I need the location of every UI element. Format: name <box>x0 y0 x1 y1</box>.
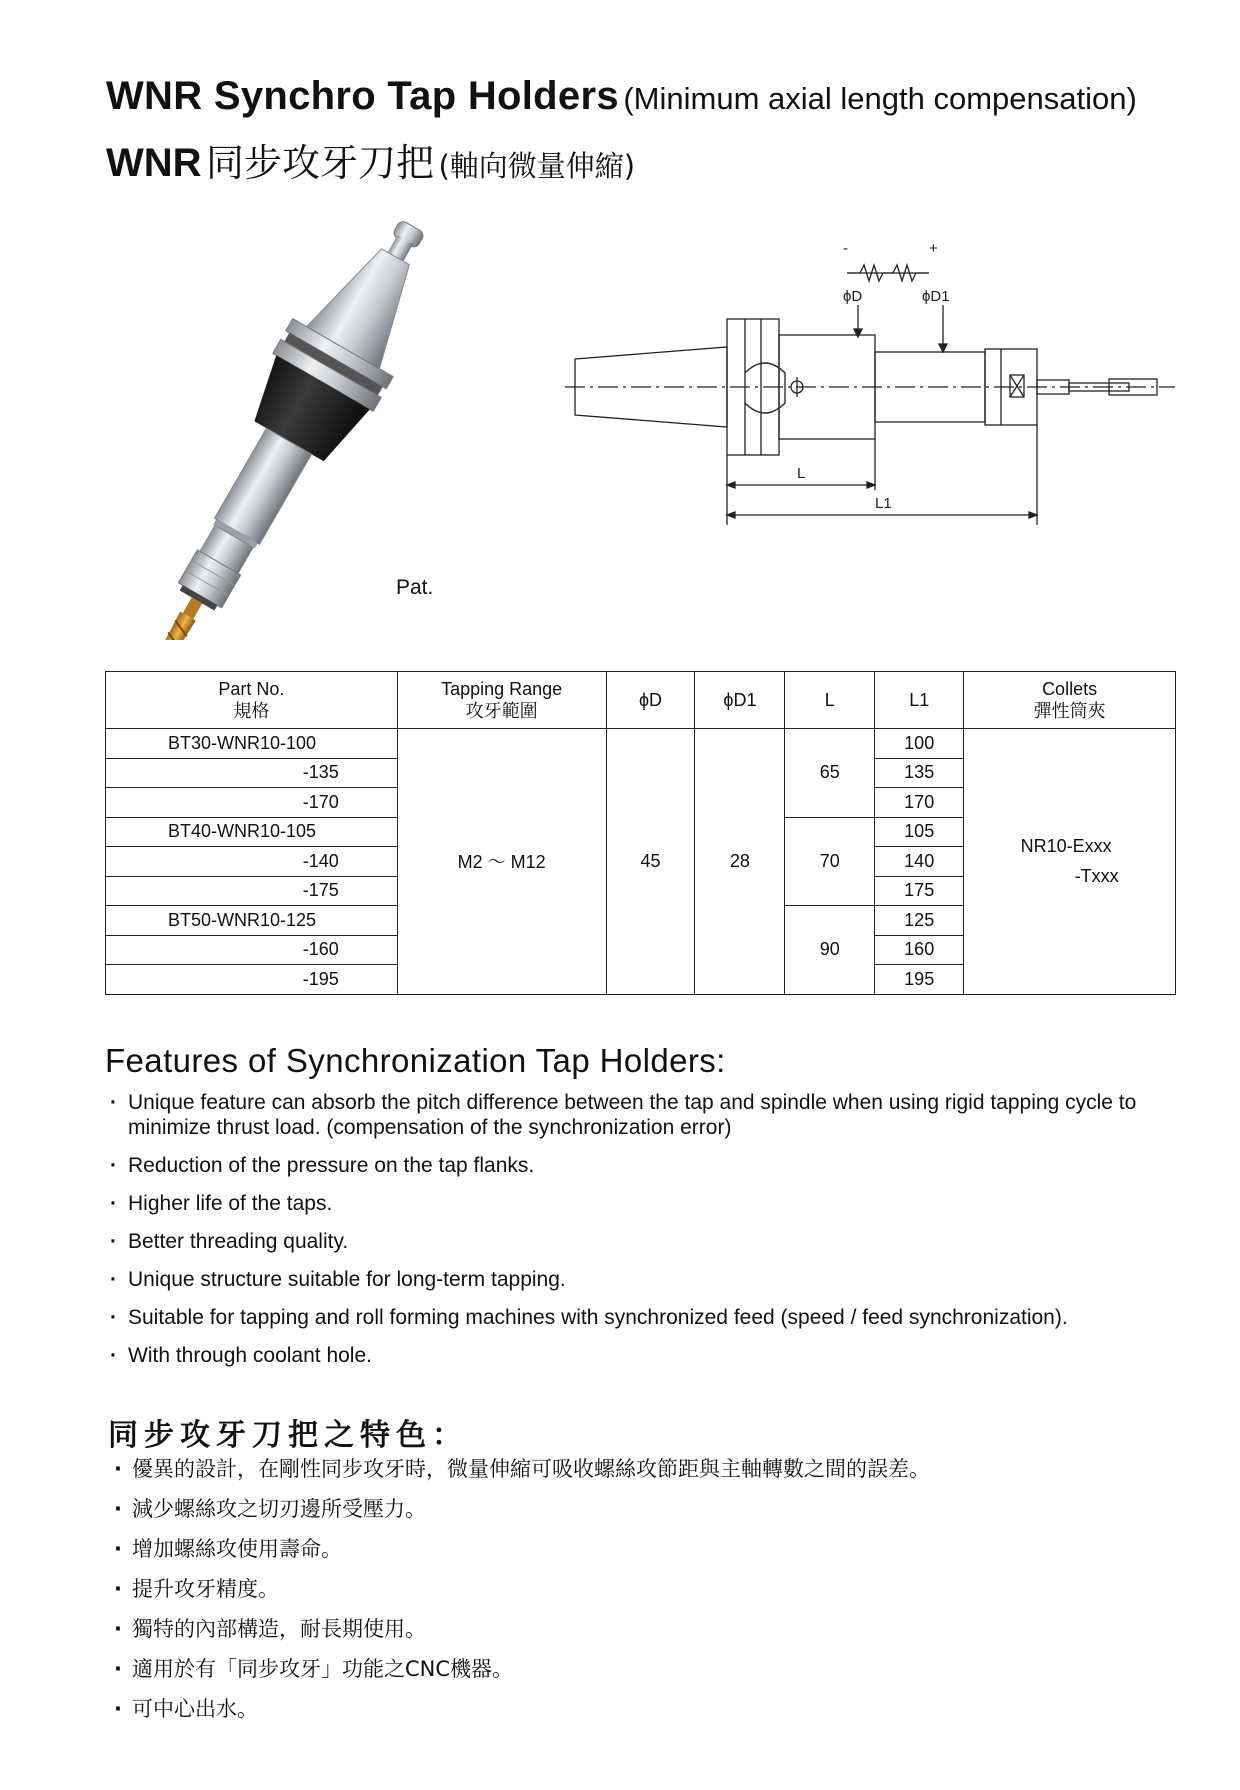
header-tapping-range: Tapping Range 攻牙範圍 <box>397 672 606 729</box>
d1-cell: 28 <box>695 729 785 995</box>
collets-cell <box>964 729 1176 995</box>
tapping-range-cell: M2 ～ M12 <box>397 729 606 995</box>
feature-item: · Better threading quality. <box>108 1229 1188 1254</box>
part-no-cell: BT40-WNR10-105 <box>106 817 398 847</box>
l1-cell: 100 <box>875 729 964 759</box>
cn-feature-item: · 增加螺絲攻使用壽命。 <box>112 1535 930 1575</box>
drawing-dim-l: L <box>797 465 806 482</box>
l1-cell: 105 <box>875 817 964 847</box>
dim-l1-arrow-right <box>1029 512 1037 518</box>
l1-cell: 160 <box>875 935 964 965</box>
dim-l-arrow-right <box>867 482 875 488</box>
cn-feature-item: · 獨特的內部構造，耐長期使用。 <box>112 1615 930 1655</box>
header-l1: L1 <box>875 672 964 729</box>
features-heading: Features of Synchronization Tap Holders: <box>105 1042 726 1079</box>
l1-cell: 175 <box>875 876 964 906</box>
cn-features-heading: 同步攻牙刀把之特色： <box>108 1418 468 1453</box>
drawing-dim-l1: L1 <box>875 495 892 512</box>
table-header-row <box>106 672 1176 729</box>
d-cell: 45 <box>606 729 695 995</box>
part-no-cell: -195 <box>106 965 398 995</box>
l-cell: 90 <box>785 906 875 995</box>
drawing-minus: - <box>843 240 848 257</box>
arrow-d-head <box>854 329 862 337</box>
l1-cell: 125 <box>875 906 964 936</box>
dim-l-arrow-left <box>727 482 735 488</box>
l1-cell: 135 <box>875 758 964 788</box>
l1-cell: 170 <box>875 788 964 818</box>
part-no-cell: -170 <box>106 788 398 818</box>
drawing-label-d1: ϕD1 <box>922 288 950 305</box>
header-l: L <box>785 672 875 729</box>
feature-item: · Reduction of the pressure on the tap flanks. <box>108 1153 1188 1178</box>
feature-item: · Higher life of the taps. <box>108 1191 1188 1216</box>
l-cell: 65 <box>785 729 875 818</box>
feature-item: · Unique structure suitable for long-term tapping. <box>108 1267 1188 1292</box>
part-no-cell: -175 <box>106 876 398 906</box>
title-cn-main: 同步攻牙刀把 <box>205 141 434 185</box>
header-d1: ϕD1 <box>695 672 785 729</box>
title-cn-prefix: WNR <box>106 141 202 185</box>
cn-feature-item: · 適用於有「同步攻牙」功能之CNC機器。 <box>112 1655 930 1695</box>
header-collets: Collets 彈性筒夾 <box>964 672 1176 729</box>
header-d: ϕD <box>606 672 695 729</box>
l1-cell: 140 <box>875 847 964 877</box>
drawing-label-d: ϕD <box>843 288 863 305</box>
product-photo <box>118 200 508 640</box>
patent-mark: Pat. <box>396 576 434 599</box>
cn-feature-item: · 減少螺絲攻之切刃邊所受壓力。 <box>112 1495 930 1535</box>
part-no-cell: BT50-WNR10-125 <box>106 906 398 936</box>
arrow-d1-head <box>939 344 947 352</box>
spec-table <box>105 671 1176 995</box>
part-no-cell: -160 <box>106 935 398 965</box>
header-part-no: Part No. 規格 <box>106 672 398 729</box>
cn-feature-item: · 可中心出水。 <box>112 1695 930 1735</box>
title-cn-sub: (軸向微量伸縮) <box>438 149 636 183</box>
feature-item: · Suitable for tapping and roll forming machines with synchronized feed (speed / feed synchronization). <box>108 1305 1188 1330</box>
cn-features-list <box>112 1455 930 1735</box>
l1-cell: 195 <box>875 965 964 995</box>
drawing-body <box>779 335 875 439</box>
cn-feature-item: · 優異的設計，在剛性同步攻牙時，微量伸縮可吸收螺絲攻節距與主軸轉數之間的誤差。 <box>112 1455 930 1495</box>
part-no-cell: -140 <box>106 847 398 877</box>
feature-item: · With through coolant hole. <box>108 1343 1188 1368</box>
dim-l1-arrow-left <box>727 512 735 518</box>
table-row <box>106 729 1176 759</box>
title-en-main: WNR Synchro Tap Holders <box>106 74 619 118</box>
feature-item: · Unique feature can absorb the pitch difference between the tap and spindle when using rigid tapping cycle to minimize thrust load. (compensation of the synchronization error) <box>108 1090 1188 1140</box>
cn-feature-item: · 提升攻牙精度。 <box>112 1575 930 1615</box>
part-no-cell: BT30-WNR10-100 <box>106 729 398 759</box>
collet-line-2: -Txxx <box>1074 866 1119 887</box>
collet-line-1: NR10-Exxx <box>1020 836 1112 857</box>
page-title-en <box>106 74 1137 119</box>
technical-drawing <box>565 235 1185 535</box>
l-cell: 70 <box>785 817 875 906</box>
part-no-cell: -135 <box>106 758 398 788</box>
features-list <box>108 1090 1188 1381</box>
drawing-plus: + <box>929 240 938 257</box>
page-title-cn <box>106 132 635 187</box>
title-en-sub: (Minimum axial length compensation) <box>623 81 1137 116</box>
